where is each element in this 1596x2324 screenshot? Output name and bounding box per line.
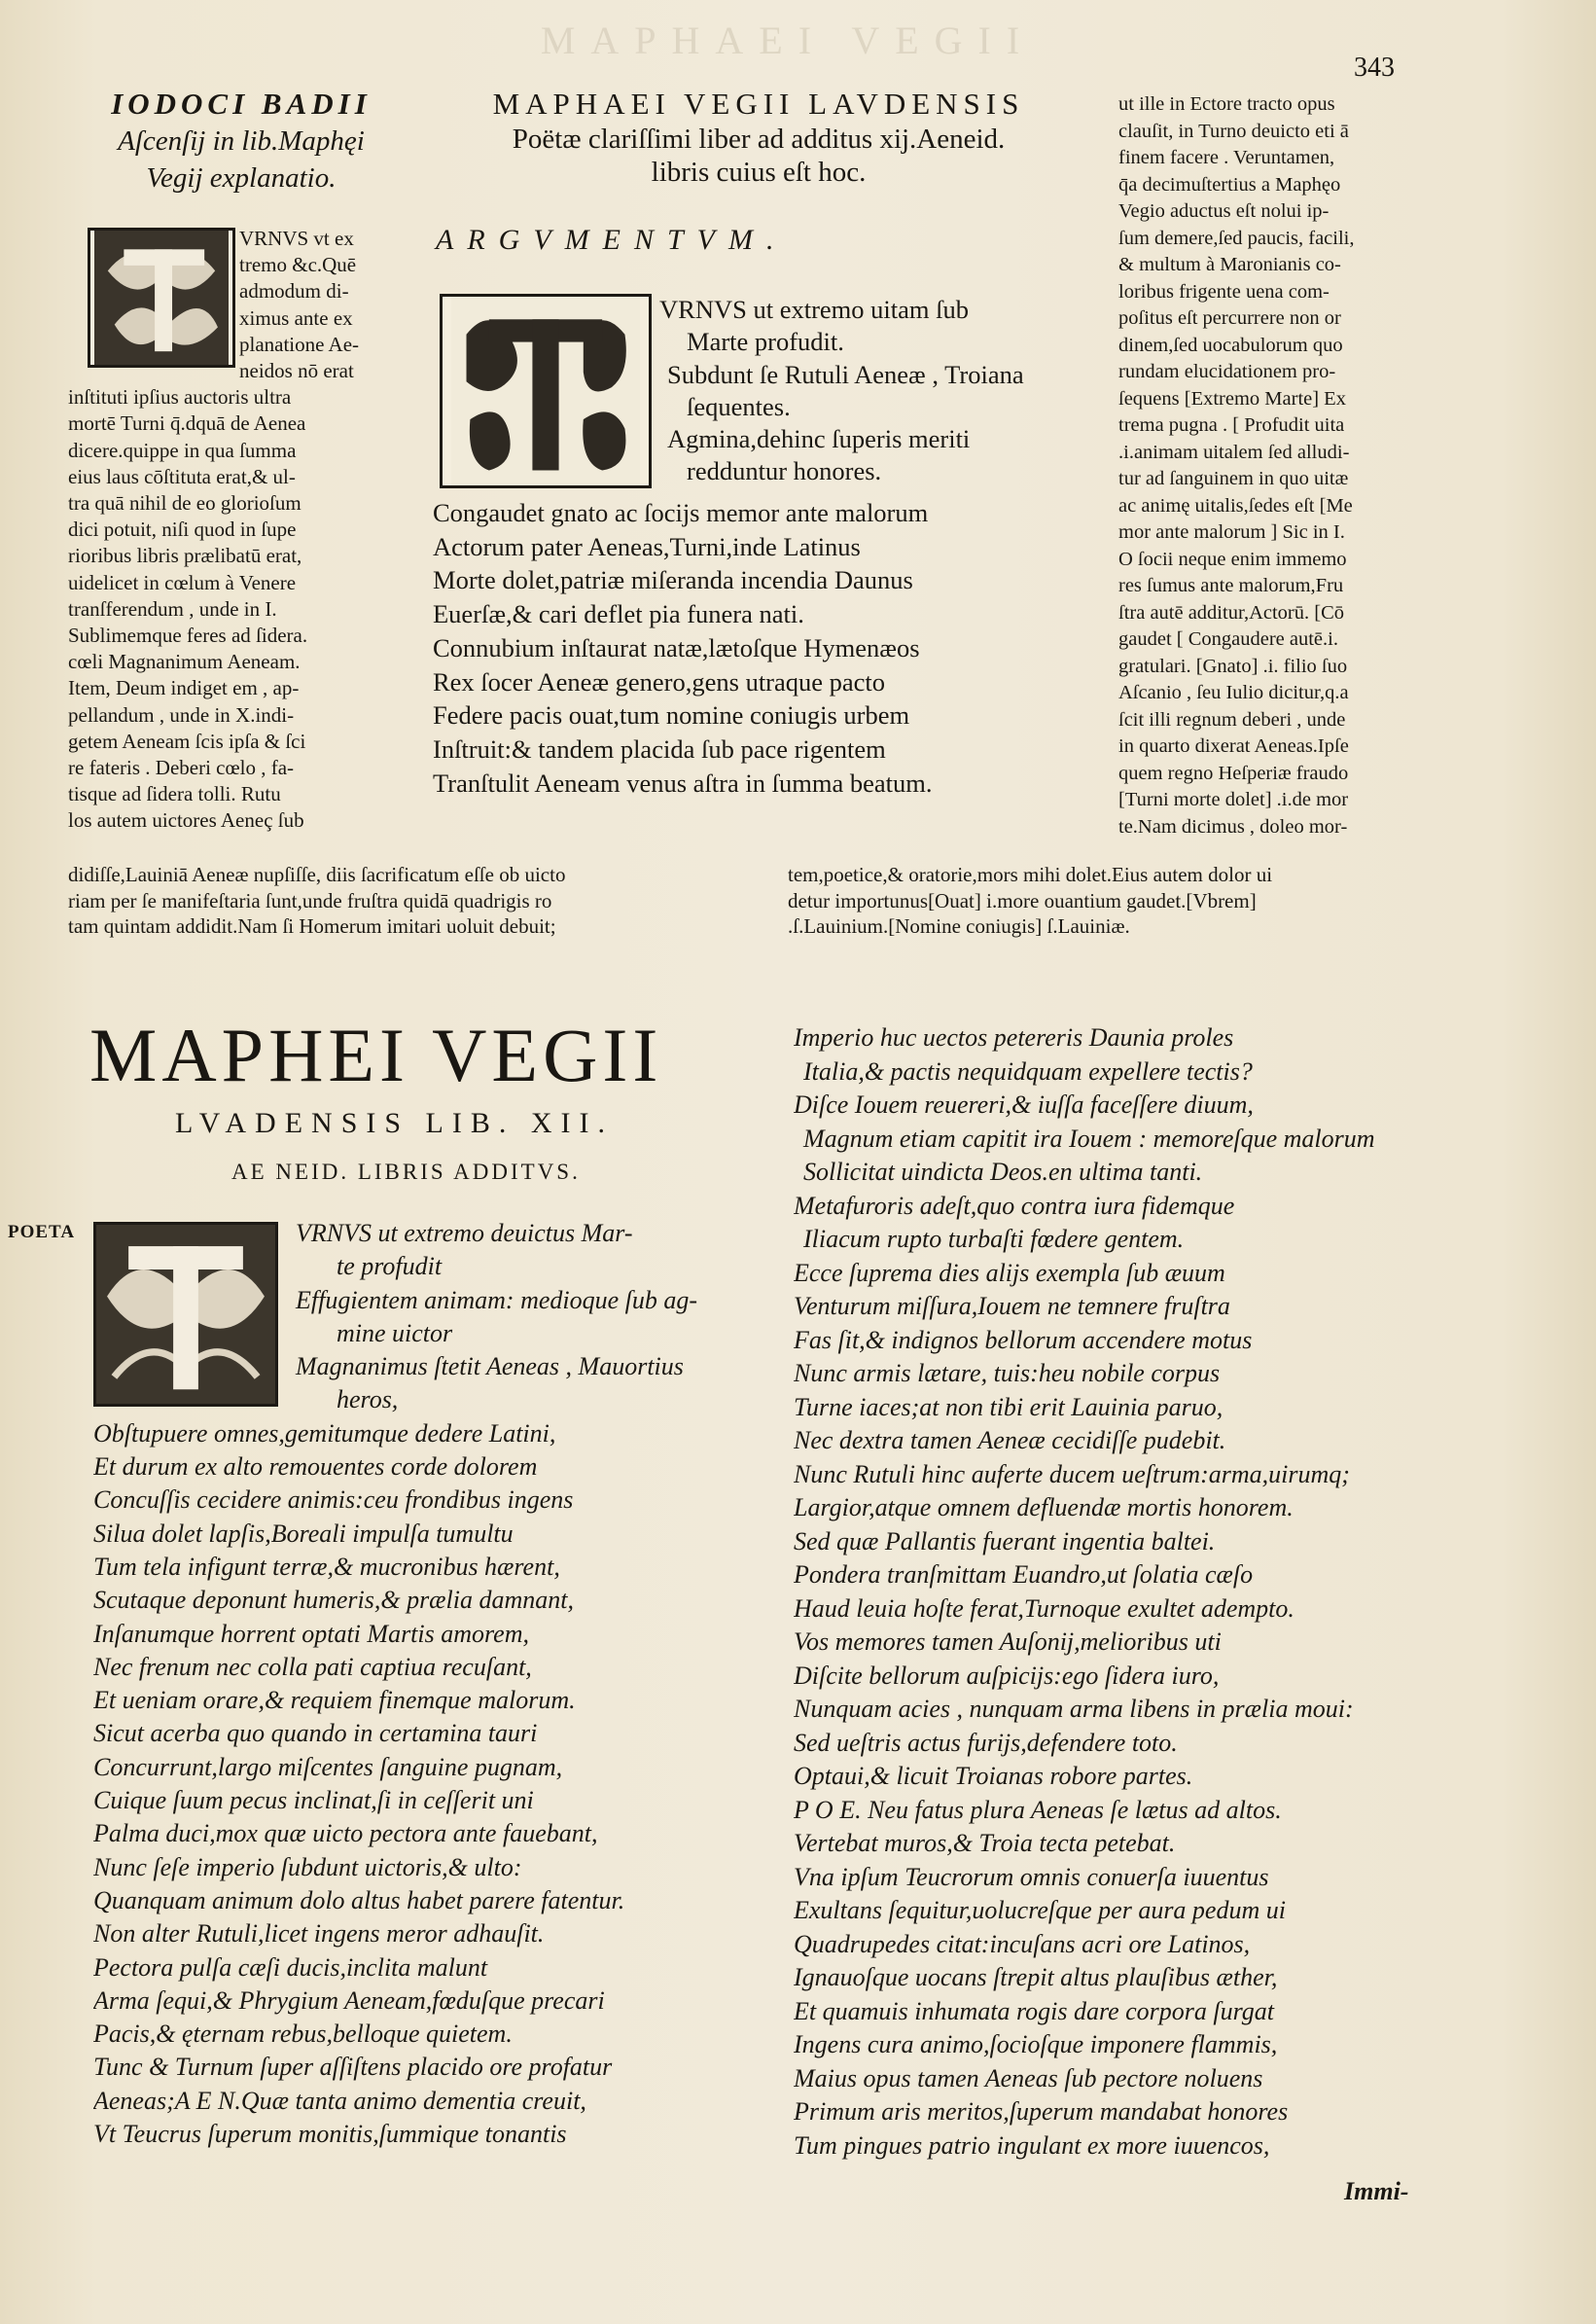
verse-line: VRNVS ut extremo deuictus Mar- <box>296 1219 633 1247</box>
header-poem-subtitle-2: libris cuius eſt hoc. <box>651 157 867 188</box>
verse-line: Italia,& pactis nequidquam expellere tectis? <box>803 1056 1253 1086</box>
verse-line: Silua dolet lapſis,Boreali impulſa tumultu <box>93 1519 514 1548</box>
commentary-line: tranſferendum , unde in I. <box>68 596 277 621</box>
commentary-line: O ſocii neque enim immemo <box>1118 548 1347 570</box>
argument-boxed-lines <box>440 294 1101 488</box>
argument-line: redduntur honores. <box>687 456 882 486</box>
commentary-line: inſtituti ipſius auctoris ultra <box>68 385 292 410</box>
verse-line: Vos memores tamen Auſonij,melioribus uti <box>794 1627 1222 1656</box>
verse-line: Quadrupedes citat:incuſans acri ore Latinos, <box>794 1929 1251 1958</box>
commentary-right <box>1118 91 1451 840</box>
commentary-line: tra quā nihil de eo glorioſum <box>68 491 301 516</box>
commentary-line: Aſcanio , ſeu Iulio dicitur,q.a <box>1118 682 1349 703</box>
commentary-bottom-right <box>788 862 1459 940</box>
verse-line: Cuique ſuum pecus inclinat,ſi in ceſſerit uni <box>93 1786 534 1815</box>
commentary-line: te.Nam dicimus , doleo mor- <box>1118 815 1348 838</box>
commentary-line: finem facere . Veruntamen, <box>1118 147 1335 168</box>
commentary-line: loribus frigente uena com- <box>1118 280 1330 303</box>
verse-line: heros, <box>337 1385 399 1414</box>
commentary-line: riam per ſe manifeſtaria ſunt,unde fruſtra quidā quadrigis ro <box>68 888 552 912</box>
verse-line: Effugientem animam: medioque ſub ag- <box>296 1285 698 1314</box>
commentary-line: poſitus eſt percurrere non or <box>1118 307 1341 329</box>
verse-line: Non alter Rutuli,licet ingens meror adhauſit. <box>93 1919 545 1949</box>
running-head-bleedthrough: MAPHAEI VEGII <box>540 18 1036 62</box>
verse-line: mine uictor <box>337 1318 453 1347</box>
commentary-line: dici potuit, niſi quod in ſupe <box>68 518 297 542</box>
commentary-left <box>68 226 410 835</box>
verse-line: Iliacum rupto turbaſti fœdere gentem. <box>803 1225 1185 1253</box>
commentary-line: eius laus cōſtituta erat,& ul- <box>68 464 296 488</box>
commentary-line: VRNVS vt ex <box>239 227 354 250</box>
argument-verse: Euerſæ,& cari deflet pia funera nati. <box>433 599 804 629</box>
commentary-line: uidelicet in cœlum à Venere <box>68 570 297 594</box>
argument-verse: Tranſtulit Aeneam venus aſtra in ſumma beatum. <box>433 768 933 798</box>
commentary-line: getem Aeneam ſcis ipſa & ſci <box>68 729 306 753</box>
argument-verse: Connubium inſtaurat natæ,lætoſque Hymenæos <box>433 632 920 662</box>
commentary-line: ſum demere,ſed paucis, facili, <box>1118 227 1355 249</box>
commentary-line: detur importunus[Ouat] i.more ouantium gaudet.[Vbrem] <box>788 888 1257 912</box>
argument-verse: Rex ſocer Aeneæ genero,gens utraque pacto <box>433 666 886 697</box>
verse-line: Fas ſit,& indignos bellorum accendere motus <box>794 1325 1253 1354</box>
verse-column-right <box>794 1021 1465 2163</box>
commentary-line: rundam elucidationem pro- <box>1118 361 1336 382</box>
header-poem-subtitle: Poëtæ clariſſimi liber ad additus xij.Aeneid. <box>512 124 1006 155</box>
verse-line: Pondera tranſmittam Euandro,ut ſolatia cæſo <box>794 1560 1254 1589</box>
commentary-line: tur ad ſanguinem in quo uitæ <box>1118 468 1349 489</box>
commentary-line: pellandum , unde in X.indi- <box>68 702 295 727</box>
verse-line: Et durum ex alto remouentes corde dolorem <box>93 1452 538 1482</box>
commentary-line: tam quintam addidit.Nam ſi Homerum imitari uoluit debuit; <box>68 914 556 938</box>
commentary-line: .i.animam uitalem ſed alludi- <box>1118 441 1350 463</box>
commentary-line: clauſit, in Turno deuicto eti ā <box>1118 120 1349 142</box>
commentary-line: in quarto dixerat Aeneas.Ipſe <box>1118 735 1349 757</box>
argument-verse: Federe pacis ouat,tum nomine coniugis urbem <box>433 700 910 731</box>
argument-title: ARGVMENTVM. <box>436 224 788 256</box>
commentary-line: dicere.quippe in qua ſumma <box>68 438 297 462</box>
verse-line: Aeneas;A E N.Quæ tanta animo dementia creuit, <box>93 2086 586 2115</box>
argument-line: Subdunt ſe Rutuli Aeneæ , Troiana <box>667 359 1024 389</box>
verse-line: te profudit <box>337 1252 443 1281</box>
verse-line: Metafuroris adeſt,quo contra iura fidemque <box>794 1191 1235 1220</box>
argument-verse: Congaudet gnato ac ſocijs memor ante malorum <box>433 498 929 527</box>
commentary-line: los autem uictores Aeneç ſub <box>68 808 304 833</box>
verse-line: Nec frenum nec colla pati captiua recuſant, <box>93 1652 532 1681</box>
argument-line: Marte profudit. <box>687 327 844 357</box>
commentary-line: dinem,ſed uocabulorum quo <box>1118 334 1343 356</box>
commentary-line: q̄a decimuſtertius a Maphęo <box>1118 173 1341 196</box>
commentary-line: mor ante malorum ] Sic in I. <box>1118 521 1345 543</box>
verse-line: Sed quæ Pallantis fuerant ingentia baltei. <box>794 1526 1216 1555</box>
commentary-line: gratulari. [Gnato] .i. filio ſuo <box>1118 655 1348 677</box>
header-poet: MAPHAEI VEGII LAVDENSIS <box>492 87 1025 121</box>
verse-line: Magnum etiam capitit ira Iouem : memoreſque malorum <box>803 1124 1375 1153</box>
verse-line: Tunc & Turnum ſuper aſſiſtens placido ore profatur <box>93 2053 613 2082</box>
argument-line: ſequentes. <box>687 391 791 421</box>
commentary-line: neidos nō erat <box>239 359 354 383</box>
verse-line: Venturum miſſura,Iouem ne temnere fruſtra <box>794 1292 1230 1320</box>
verse-line: Ecce ſuprema dies alijs exempla ſub æuum <box>794 1258 1225 1287</box>
verse-line: Vt Teucrus ſuperum monitis,ſummique tonantis <box>93 2120 567 2149</box>
verse-line: Primum aris meritos,ſuperum mandabat honores <box>794 2097 1289 2126</box>
header-author: IODOCI BADII <box>111 87 372 121</box>
verse-line: Maius opus tamen Aeneas ſub pectore noluens <box>794 2063 1263 2092</box>
verse-line: Et ueniam orare,& requiem finemque malorum. <box>93 1686 576 1715</box>
header-poem <box>418 86 1099 189</box>
header-commentary <box>66 86 416 197</box>
commentary-line: rioribus libris prælibatū erat, <box>68 544 302 568</box>
verse-column-left <box>93 1217 774 2151</box>
verse-line: Nec dextra tamen Aeneæ cecidiſſe pudebit. <box>794 1426 1226 1454</box>
commentary-line: gaudet [ Congaudere autē.i. <box>1118 628 1338 650</box>
book-title: MAPHEI VEGII <box>89 1013 663 1097</box>
commentary-line: admodum di- <box>239 279 349 304</box>
commentary-line: trema pugna . [ Profudit uita <box>1118 414 1345 436</box>
argument-verses <box>433 496 1133 800</box>
commentary-line: planatione Ae- <box>239 332 360 356</box>
commentary-line: didiſſe,Lauiniā Aeneæ nupſiſſe, diis ſacrificatum eſſe ob uicto <box>68 863 566 886</box>
verse-line: Haud leuia hoſte ferat,Turnoque exultet adempto. <box>794 1593 1295 1623</box>
book-subtitle: LVADENSIS LIB. XII. <box>175 1107 615 1139</box>
verse-line: Turne iaces;at non tibi erit Lauinia paruo, <box>794 1392 1224 1421</box>
commentary-line: quem regno Heſperiæ fraudo <box>1118 762 1349 784</box>
verse-line: Obſtupuere omnes,gemitumque dedere Latini, <box>93 1418 556 1448</box>
verse-line: Vertebat muros,& Troia tecta petebat. <box>794 1829 1176 1857</box>
commentary-line: mortē Turni q̄.dquā de Aenea <box>68 411 306 436</box>
commentary-line: ximus ante ex <box>239 305 353 330</box>
verse-line: Nunc Rutuli hinc auferte ducem ueſtrum:arma,uirumq; <box>794 1459 1350 1488</box>
verse-line: Sicut acerba quo quando in certamina tauri <box>93 1719 538 1748</box>
commentary-line: ſequens [Extremo Marte] Ex <box>1118 387 1346 410</box>
argument-verse: Morte dolet,patriæ miſeranda incendia Daunus <box>433 565 913 595</box>
verse-line: Ignauoſque uocans ſtrepit altus plauſibus æther, <box>794 1963 1278 1991</box>
verse-line: Quanquam animum dolo altus habet parere fatentur. <box>93 1885 625 1914</box>
verse-line: Largior,atque omnem defluendæ mortis honorem. <box>794 1493 1294 1521</box>
verse-line: Diſce Iouem reuereri,& iuſſa faceſſere diuum, <box>794 1090 1254 1119</box>
verse-line: Nunc ſeſe imperio ſubdunt uictoris,& ulto: <box>93 1852 522 1881</box>
verse-line: Concuſſis cecidere animis:ceu frondibus ingens <box>93 1485 574 1515</box>
verse-line: Nunc armis lætare, tuis:heu nobile corpus <box>794 1359 1221 1387</box>
commentary-line: tem,poetice,& oratorie,mors mihi dolet.Eius autem dolor ui <box>788 863 1273 886</box>
verse-line: Optaui,& licuit Troianas robore partes. <box>794 1762 1193 1790</box>
verse-line: Arma ſequi,& Phrygium Aeneam,fœduſque precari <box>93 1985 605 2015</box>
commentary-line: tremo &c.Quē <box>239 253 357 277</box>
commentary-line: ſcit illi regnum deberi , unde <box>1118 708 1346 731</box>
commentary-line: cœli Magnanimum Aeneam. <box>68 650 301 674</box>
book-subtitle-2: AE NEID. LIBRIS ADDITVS. <box>231 1160 581 1184</box>
header-subtitle: Aſcenſij in lib.Maphęi <box>118 125 365 157</box>
verse-line: Scutaque deponunt humeris,& prælia damnant, <box>93 1586 574 1615</box>
verse-line: Ingens cura animo,ſocioſque imponere flammis, <box>794 2030 1278 2058</box>
verse-line: Pacis,& ęternam rebus,belloque quietem. <box>93 2020 513 2049</box>
commentary-line: Vegio aductus eſt nolui ip- <box>1118 200 1330 222</box>
verse-line: Sollicitat uindicta Deos.en ultima tanti. <box>803 1158 1203 1186</box>
verse-line: Et quamuis inhumata rogis dare corpora ſurgat <box>794 1996 1275 2025</box>
argument-line: Agmina,dehinc ſuperis meriti <box>667 424 971 454</box>
commentary-line: ſtra autē additur,Actorū. [Cō <box>1118 601 1345 624</box>
verse-line: P O E. Neu fatus plura Aeneas ſe lætus ad altos. <box>794 1795 1282 1824</box>
argument-verse: Inſtruit:& tandem placida ſub pace rigentem <box>433 733 886 764</box>
argument-verse: Actorum pater Aeneas,Turni,inde Latinus <box>433 531 861 561</box>
page-number: 343 <box>1354 53 1395 83</box>
catchword: Immi- <box>1344 2177 1409 2205</box>
verse-line: Magnanimus ſtetit Aeneas , Mauortius <box>296 1352 684 1381</box>
commentary-line: res ſumus ante malorum,Fru <box>1118 575 1344 596</box>
commentary-bottom-left <box>68 862 764 940</box>
commentary-line: ac animę uitalis,ſedes eſt [Me <box>1118 494 1353 517</box>
verse-line: Imperio huc uectos petereris Daunia proles <box>794 1023 1234 1052</box>
verse-line: Palma duci,mox quæ uicto pectora ante fauebant, <box>93 1819 598 1848</box>
argument-line: VRNVS ut extremo uitam ſub <box>659 295 969 324</box>
verse-line: Tum tela infigunt terræ,& mucronibus hærent, <box>93 1552 560 1581</box>
commentary-line: .ſ.Lauinium.[Nomine coniugis] ſ.Lauiniæ. <box>788 914 1130 938</box>
verse-line: Concurrunt,largo miſcentes ſanguine pugnam, <box>93 1752 563 1781</box>
commentary-line: Sublimemque feres ad ſidera. <box>68 624 308 648</box>
verse-line: Inſanumque horrent optati Martis amorem, <box>93 1619 529 1648</box>
verse-line: Tum pingues patrio ingulant ex more iuuencos, <box>794 2130 1270 2160</box>
header-subtitle-2: Vegij explanatio. <box>146 162 337 194</box>
commentary-line: [Turni morte dolet] .i.de mor <box>1118 789 1349 810</box>
commentary-line: re fateris . Deberi cœlo , fa- <box>68 756 295 780</box>
commentary-line: ut ille in Ectore tracto opus <box>1118 93 1335 115</box>
commentary-line: tisque ad ſidera tolli. Rutu <box>68 782 281 806</box>
commentary-line: & multum à Maronianis co- <box>1118 254 1341 275</box>
verse-line: Vna ipſum Teucrorum omnis conuerſa iuuentus <box>794 1862 1269 1891</box>
verse-line: Diſcite bellorum auſpicijs:ego ſidera iuro, <box>794 1661 1220 1690</box>
verse-line: Pectora pulſa cæſi ducis,inclita malunt <box>93 1952 488 1982</box>
verse-line: Sed ueſtris actus furijs,defendere toto. <box>794 1728 1178 1757</box>
margin-label: POETA <box>8 1222 76 1242</box>
verse-line: Exultans ſequitur,uolucreſque per aura pedum ui <box>794 1896 1286 1924</box>
verse-line: Nunquam acies , nunquam arma libens in prælia moui: <box>794 1695 1354 1723</box>
commentary-line: Item, Deum indiget em , ap- <box>68 676 300 700</box>
